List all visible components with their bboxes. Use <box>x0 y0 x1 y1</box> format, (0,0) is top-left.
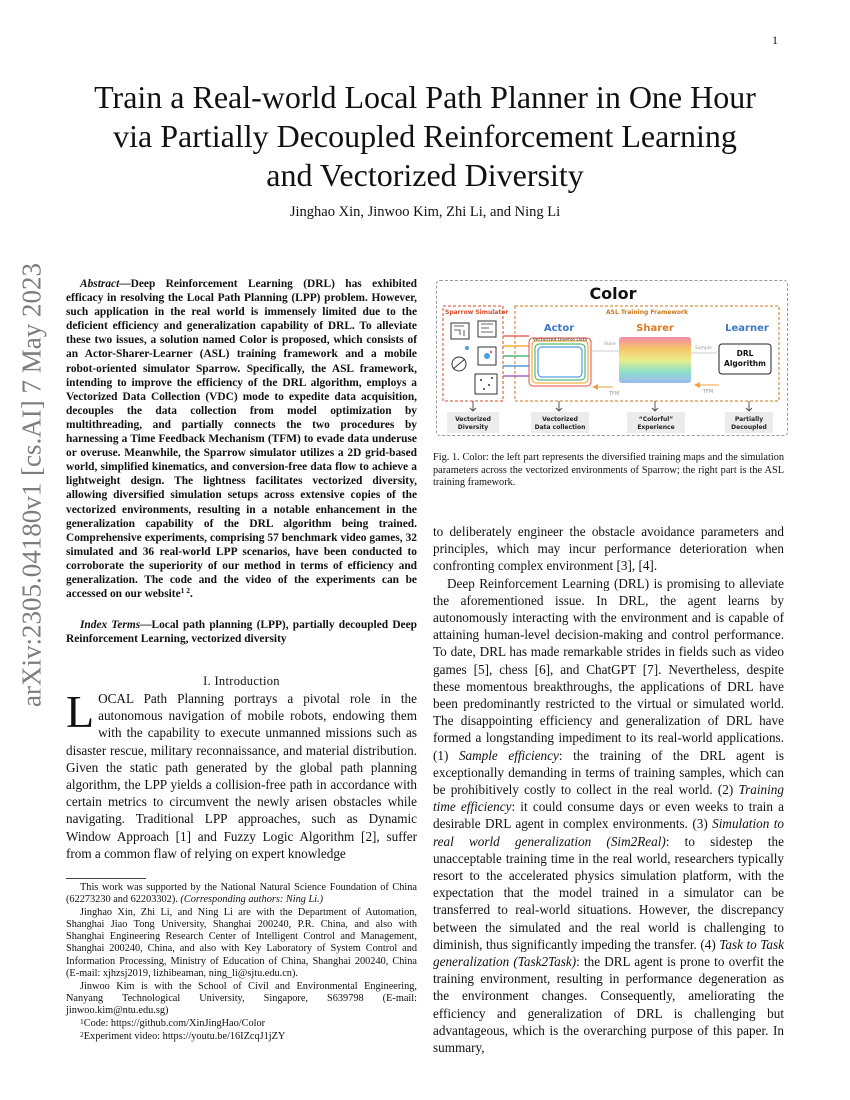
learner-label: Learner <box>725 323 769 334</box>
sample-label: Sample <box>695 346 712 351</box>
tfm-label-2: TFM <box>703 389 714 395</box>
box1-line1: Vectorized <box>455 416 491 423</box>
abstract-body: —Deep Reinforcement Learning (DRL) has exhibited efficacy in resolving the Local Path Planning (LPP) problem. However, such application in the real world is immensely limited due to the deficient efficiency and generalization capability of DRL. To alleviate these two issues, a solution named Color is proposed, which consists of an Actor-Sharer-Learner (ASL) training framework and a mobile robot-oriented simulator Sparrow. Specifically, the ASL framework, intending to improve the efficiency of the DRL algorithm, employs a Vectorized Data Collection (VDC) mode to expedite data acquisition, decouples the data collection from model optimization by multithreading, and partially connects the two procedures by harnessing a Time Feedback Mechanism (TFM) to evade data underuse or overuse. Meanwhile, the Sparrow simulator utilizes a 2D grid-based world, simplified kinematics, and conversion-free data flow to achieve a lightweight design. The lightness facilitates vectorized diversity, allowing diversified simulation setups across extensive copies of the vectorized environments, resulting in a notable enhancement in the generalization capability of the DRL algorithm being trained. Comprehensive experiments, comprising 57 benchmark video games, 32 simulated and 36 real-world LPP scenarios, have been conducted to corroborate the superiority of our method in terms of efficiency and generalization. The code and the video of the experiments can be accessed on our website <box>66 278 417 601</box>
figure-caption: Fig. 1. Color: the left part represents the diversified training maps and the simulation parameters across the vectorized environments of Sparrow; the right part is the ASL training framework. <box>433 452 784 489</box>
map-icon <box>451 323 469 339</box>
title-line-2: via Partially Decoupled Reinforcement Learning <box>113 118 737 154</box>
tfm-label-1: TFM <box>609 391 620 397</box>
box3-line1: “Colorful” <box>638 416 674 423</box>
box3-line2: Experience <box>637 424 675 431</box>
robot-icon <box>478 347 496 365</box>
funding-note <box>66 882 417 906</box>
intro-paragraph <box>66 686 417 862</box>
code-link[interactable]: Code: https://github.com/XinJingHao/Color <box>83 1018 266 1030</box>
p2-text-e: : the DRL agent is prone to overfit the training environment, resulting in performance degeneration as the environment changes. Consequently, ameliorating the efficiency and generalization of DRL is challenging but advantageous, which is the overarching purpose of this paper. In summary, <box>433 954 785 1056</box>
abstract-end: . <box>190 588 193 601</box>
sharer-buffer <box>619 337 691 383</box>
corresponding-author: (Corresponding authors: Ning Li.) <box>180 894 324 906</box>
affiliation-1: Jinghao Xin, Zhi Li, and Ning Li are with the Department of Automation, Shanghai Jiao Tong University, Shanghai 200240, P.R. China, and also with Shanghai Engineering Research Center of Intelligent Control and Management, Shanghai 200240, China, and also with Key Laboratory of System Control and Information Processing, Ministry of Education of China, Shanghai 200240, China (E-mail: xjhzsj2019, lizhibeaman, ning_li@sjtu.edu.cn). <box>66 907 417 979</box>
intro-body: OCAL Path Planning portrays a pivotal role in the autonomous navigation of mobile robots, endowing them with the capability to execute unmanned missions such as disaster rescue, military reconnaissance, and material distribution. Given the static path generated by the global path planning algorithm, the LPP yields a collision-free path in accordance with certain metrics to circumvent the newly arisen obstacles while navigating. Traditional LPP approaches, such as Dynamic Window Approach [1] and Fuzzy Logic Algorithm [2], suffer from a common flaw of relying on expert knowledge <box>66 691 417 861</box>
section-heading: I. Introduction <box>203 674 280 688</box>
figure-1 <box>436 280 788 436</box>
scatter-map-icon <box>475 374 497 394</box>
figure-title: Color <box>589 284 637 303</box>
p2-text-b: : the training of the DRL agent is exceptionally demanding in terms of training samples, which can be prohibitively costly to collect in the real world. (2) <box>433 747 784 798</box>
p2-term-sim2real: Simulation to real world generalization (Sim2Real) <box>433 816 785 849</box>
down-arrows <box>470 401 752 411</box>
paper-title <box>60 78 790 195</box>
abstract-lead: Abstract <box>80 278 120 290</box>
index-terms-lead: Index Terms <box>80 619 141 631</box>
asl-label: ASL Training Framework <box>605 309 689 316</box>
affiliation-2: Jinwoo Kim is with the School of Civil and Environmental Engineering, Nanyang Technological University, Singapore, S639798 (E-mail: jinwoo.kim@ntu.edu.sg) <box>66 980 417 1016</box>
right-paragraph-2 <box>433 575 784 1057</box>
kinematics-icon <box>452 357 466 371</box>
box4-line1: Partially <box>734 416 764 423</box>
footnotes <box>66 878 417 1044</box>
p2-term-task2task: Task to Task generalization (Task2Task) <box>433 936 784 970</box>
p2-text-c: : it could consume days or even weeks to train a desirable DRL agent in complex environments. (3) <box>433 799 784 832</box>
sparrow-label: Sparrow Simulator <box>445 309 509 316</box>
store-label: Store <box>604 342 616 347</box>
right-column-body <box>433 523 784 1056</box>
abstract <box>66 277 417 601</box>
dot-icon <box>465 346 469 350</box>
footnote-refs: 1 2 <box>180 586 191 596</box>
sharer-label: Sharer <box>636 323 674 334</box>
actor-label: Actor <box>543 323 575 334</box>
actor-env-stack <box>529 338 591 386</box>
box1-line2: Diversity <box>457 424 489 431</box>
arxiv-sidebar-stamp <box>4 263 60 707</box>
funding-text: This work was supported by the National Natural Science Foundation of China (62273230 and 62203302). <box>66 882 417 906</box>
title-line-3: and Vectorized Diversity <box>266 157 584 193</box>
p2-text-d: : to sidestep the unacceptable training time in the real world, researchers typically resort to the accelerated physics simulation platform, with the expectation that the model trained in a simulator can be transferred to real-world situations. However, the discrepancy between the simulated and the real world is challenging to diminish, thus significantly impeding the transfer. (4) <box>433 833 784 952</box>
box4-line2: Decoupled <box>731 424 767 431</box>
video-link[interactable]: Experiment video: https://youtu.be/16IZcqJ1jZY <box>83 1031 286 1043</box>
p2-term-sample-efficiency: Sample efficiency <box>458 747 559 763</box>
authors: Jinghao Xin, Jinwoo Kim, Zhi Li, and Ning Li <box>289 204 561 220</box>
page-number: 1 <box>772 33 778 47</box>
code-footnote <box>66 1018 417 1030</box>
box2-line1: Vectorized <box>542 416 578 423</box>
vdd-label: Vectorized Diverse Data <box>532 338 588 343</box>
video-footnote <box>66 1031 417 1043</box>
code-footnote-mark: 1 <box>80 1017 84 1027</box>
drl-label-1: DRL <box>736 349 754 358</box>
index-terms <box>66 618 417 646</box>
box2-line2: Data collection <box>534 424 586 431</box>
drop-cap: L <box>66 686 95 737</box>
drl-label-2: Algorithm <box>724 359 766 368</box>
figure-diagram <box>437 281 787 435</box>
title-line-1: Train a Real-world Local Path Planner in One Hour <box>94 79 756 115</box>
video-footnote-mark: 2 <box>80 1030 84 1040</box>
maze-icon <box>478 321 496 337</box>
p2-text-a: Deep Reinforcement Learning (DRL) is promising to alleviate the aforementioned issue. In DRL, the agent learns by autonomously interacting with the environment and is capable of attaining human-level decision-making and control performance. To date, DRL has made remarkable strides in fields such as video games [5], chess [6], and ChatGPT [7]. Nevertheless, despite these momentous breakthroughs, the applications of DRL have been predominantly restricted to the virtual or simulated world. The disappointing efficiency and generalization of DRL have formed a longstanding impediment to its real-world applications. (1) <box>433 575 784 763</box>
index-terms-body: —Local path planning (LPP), partially decoupled Deep Reinforcement Learning, vectorized diversity <box>66 619 417 646</box>
right-paragraph-1: to deliberately engineer the obstacle avoidance parameters and principles, which may incur performance deterioration when confronting complex environment [3], [4]. <box>433 524 784 574</box>
arxiv-id: arXiv:2305.04180v1 [cs.AI] 7 May 2023 <box>16 263 47 707</box>
footnote-rule <box>66 878 146 879</box>
p2-term-training-time: Training time efficiency <box>433 782 784 815</box>
